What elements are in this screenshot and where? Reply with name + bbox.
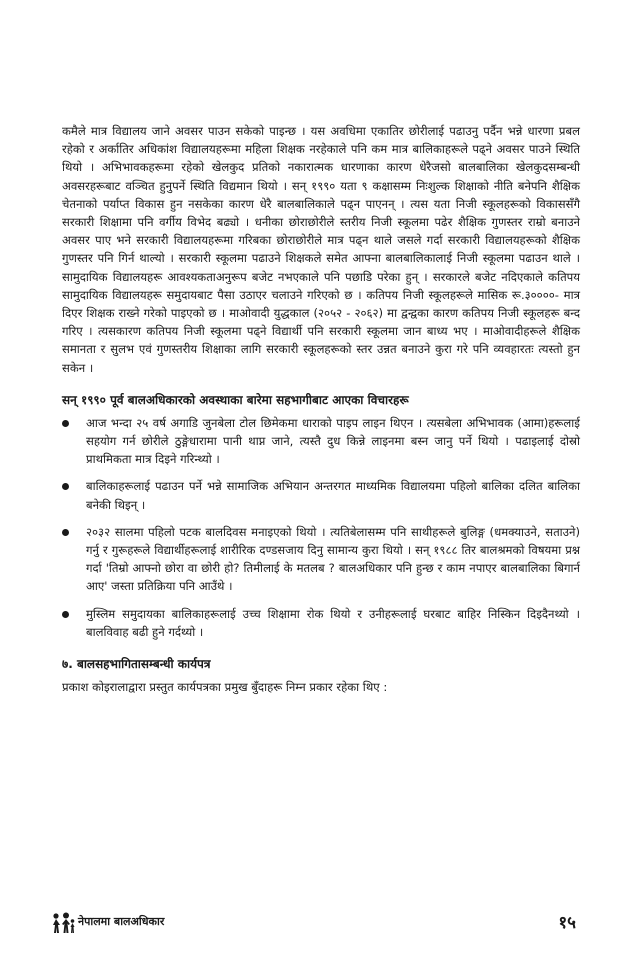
page-content bbox=[62, 122, 580, 696]
list-item-text: आज भन्दा २५ वर्ष अगाडि जुनबेला टोल छिमेकमा धाराको पाइप लाइन थिएन । त्यसबेला अभिभावक (आमा)हरूलाई सहयोग गर्न छोरीले ठुङ्गेधारामा पानी थाप्न जाने, त्यस्तै दुध किन्ने लाइनमा बस्न जानु पर्ने थियो । पढाइलाई दोस्रो प्राथमिकता मात्र दिइने गरिन्थ्यो । bbox=[86, 415, 580, 467]
children-figures-icon bbox=[50, 912, 76, 934]
section-heading-2: ७. बालसहभागितासम्बन्धी कार्यपत्र bbox=[62, 657, 211, 672]
bullet-list bbox=[62, 414, 580, 641]
section-2-paragraph: प्रकाश कोइरालाद्वारा प्रस्तुत कार्यपत्रका प्रमुख बुँदाहरू निम्न प्रकार रहेका थिए : bbox=[62, 680, 388, 695]
list-item bbox=[62, 605, 580, 641]
body-paragraph: कमैले मात्र विद्यालय जाने अवसर पाउन सकेको पाइन्छ । यस अवधिमा एकातिर छोरीलाई पढाउनु पर्दैन भन्ने धारणा प्रबल रहेको र अर्कातिर अधिकांश विद्यालयहरूमा महिला शिक्षक नरहेकाले पनि कम मात्र बालिकाहरूले पढ्ने अवसर पाउने स्थिति थियो । अभिभावकहरूमा रहेको खेलकुद प्रतिको नकारात्मक धारणाका कारण धेरैजसो बालबालिका खेलकुदसम्बन्धी अवसरहरूबाट वञ्चित हुनुपर्ने स्थिति विद्यमान थियो । सन् १९९० यता ९ कक्षासम्म निःशुल्क शिक्षाको नीति बनेपनि शैक्षिक चेतनाको पर्याप्त विकास हुन नसकेका कारण धेरै बालबालिकाले पढ्न पाएनन् । त्यस यता निजी स्कूलहरूको विकाससँगै सरकारी शिक्षामा पनि वर्गीय विभेद बढ्यो । धनीका छोराछोरीले स्तरीय निजी स्कूलमा पढेर शैक्षिक गुणस्तर राम्रो बनाउने अवसर पाए भने सरकारी विद्यालयहरूमा गरिबका छोराछोरीले मात्र पढ्न थाले जसले गर्दा सरकारी विद्यालयहरूको शैक्षिक गुणस्तर पनि गिर्न थाल्यो । सरकारी स्कूलमा पढाउने शिक्षकले समेत आफ्ना बालबालिकालाई निजी स्कूलमा पढाउन थाले । सामुदायिक विद्यालयहरू आवश्यकताअनुरूप बजेट नभएकाले पनि पछाडि परेका हुन् । सरकारले बजेट नदिएकाले कतिपय सामुदायिक विद्यालयहरू समुदायबाट पैसा उठाएर चलाउने गरिएको छ । कतिपय निजी स्कूलहरूले मासिक रू.३००००- मात्र दिएर शिक्षक राख्ने गरेको पाइएको छ । माओवादी युद्धकाल (२०५२ - २०६२) मा द्वन्द्वका कारण कतिपय निजी स्कूलहरू बन्द गरिए । त्यसकारण कतिपय निजी स्कूलमा पढ्ने विद्यार्थी पनि सरकारी स्कूलमा जान बाध्य भए । माओवादीहरूले शैक्षिक समानता र सुलभ एवं गुणस्तरीय शिक्षाका लागि सरकारी स्कूलहरूको स्तर उन्नत बनाउने कुरा गरे पनि व्यवहारतः त्यस्तो हुन सकेन । bbox=[62, 124, 580, 375]
list-item bbox=[62, 477, 580, 513]
list-item bbox=[62, 414, 580, 469]
bullet-dot-icon bbox=[62, 529, 69, 536]
list-item-text: २०३२ सालमा पहिलो पटक बालदिवस मनाइएको थियो । त्यतिबेलासम्म पनि साथीहरूले बुलिङ्ग (धमक्याउने, सताउने) गर्नु र गुरूहरूले विद्यार्थीहरूलाई शारीरिक दण्डसजाय दिनु सामान्य कुरा थियो । सन् १९८८ तिर बालश्रमको विषयमा प्रश्न गर्दा 'तिम्रो आफ्नो छोरा वा छोरी हो? तिमीलाई के मतलब ? बालअधिकार पनि हुन्छ र काम नपाएर बालबालिका बिगार्न आए' जस्ता प्रतिक्रिया पनि आउँथे । bbox=[86, 524, 580, 594]
bullet-dot-icon bbox=[62, 420, 69, 427]
list-item-text: बालिकाहरूलाई पढाउन पर्ने भन्ने सामाजिक अभियान अन्तरगत माध्यमिक विद्यालयमा पहिलो बालिका दलित बालिका बनेकी थिइन् । bbox=[86, 479, 580, 512]
list-item-text: मुस्लिम समुदायका बालिकाहरूलाई उच्च शिक्षामा रोक थियो र उनीहरूलाई घरबाट बाहिर निस्किन दिइदैनथ्यो । बालविवाह बढी हुने गर्दथ्यो । bbox=[86, 606, 580, 639]
list-item bbox=[62, 523, 580, 596]
page-number: १५ bbox=[558, 913, 576, 933]
page-footer bbox=[50, 910, 580, 936]
book-title: नेपालमा बालअधिकार bbox=[78, 915, 165, 928]
section-heading-1: सन् १९९० पूर्व बालअधिकारको अवस्थाका बारेमा सहभागीबाट आएका विचारहरू bbox=[62, 392, 409, 407]
bullet-dot-icon bbox=[62, 483, 69, 490]
bullet-dot-icon bbox=[62, 611, 69, 618]
